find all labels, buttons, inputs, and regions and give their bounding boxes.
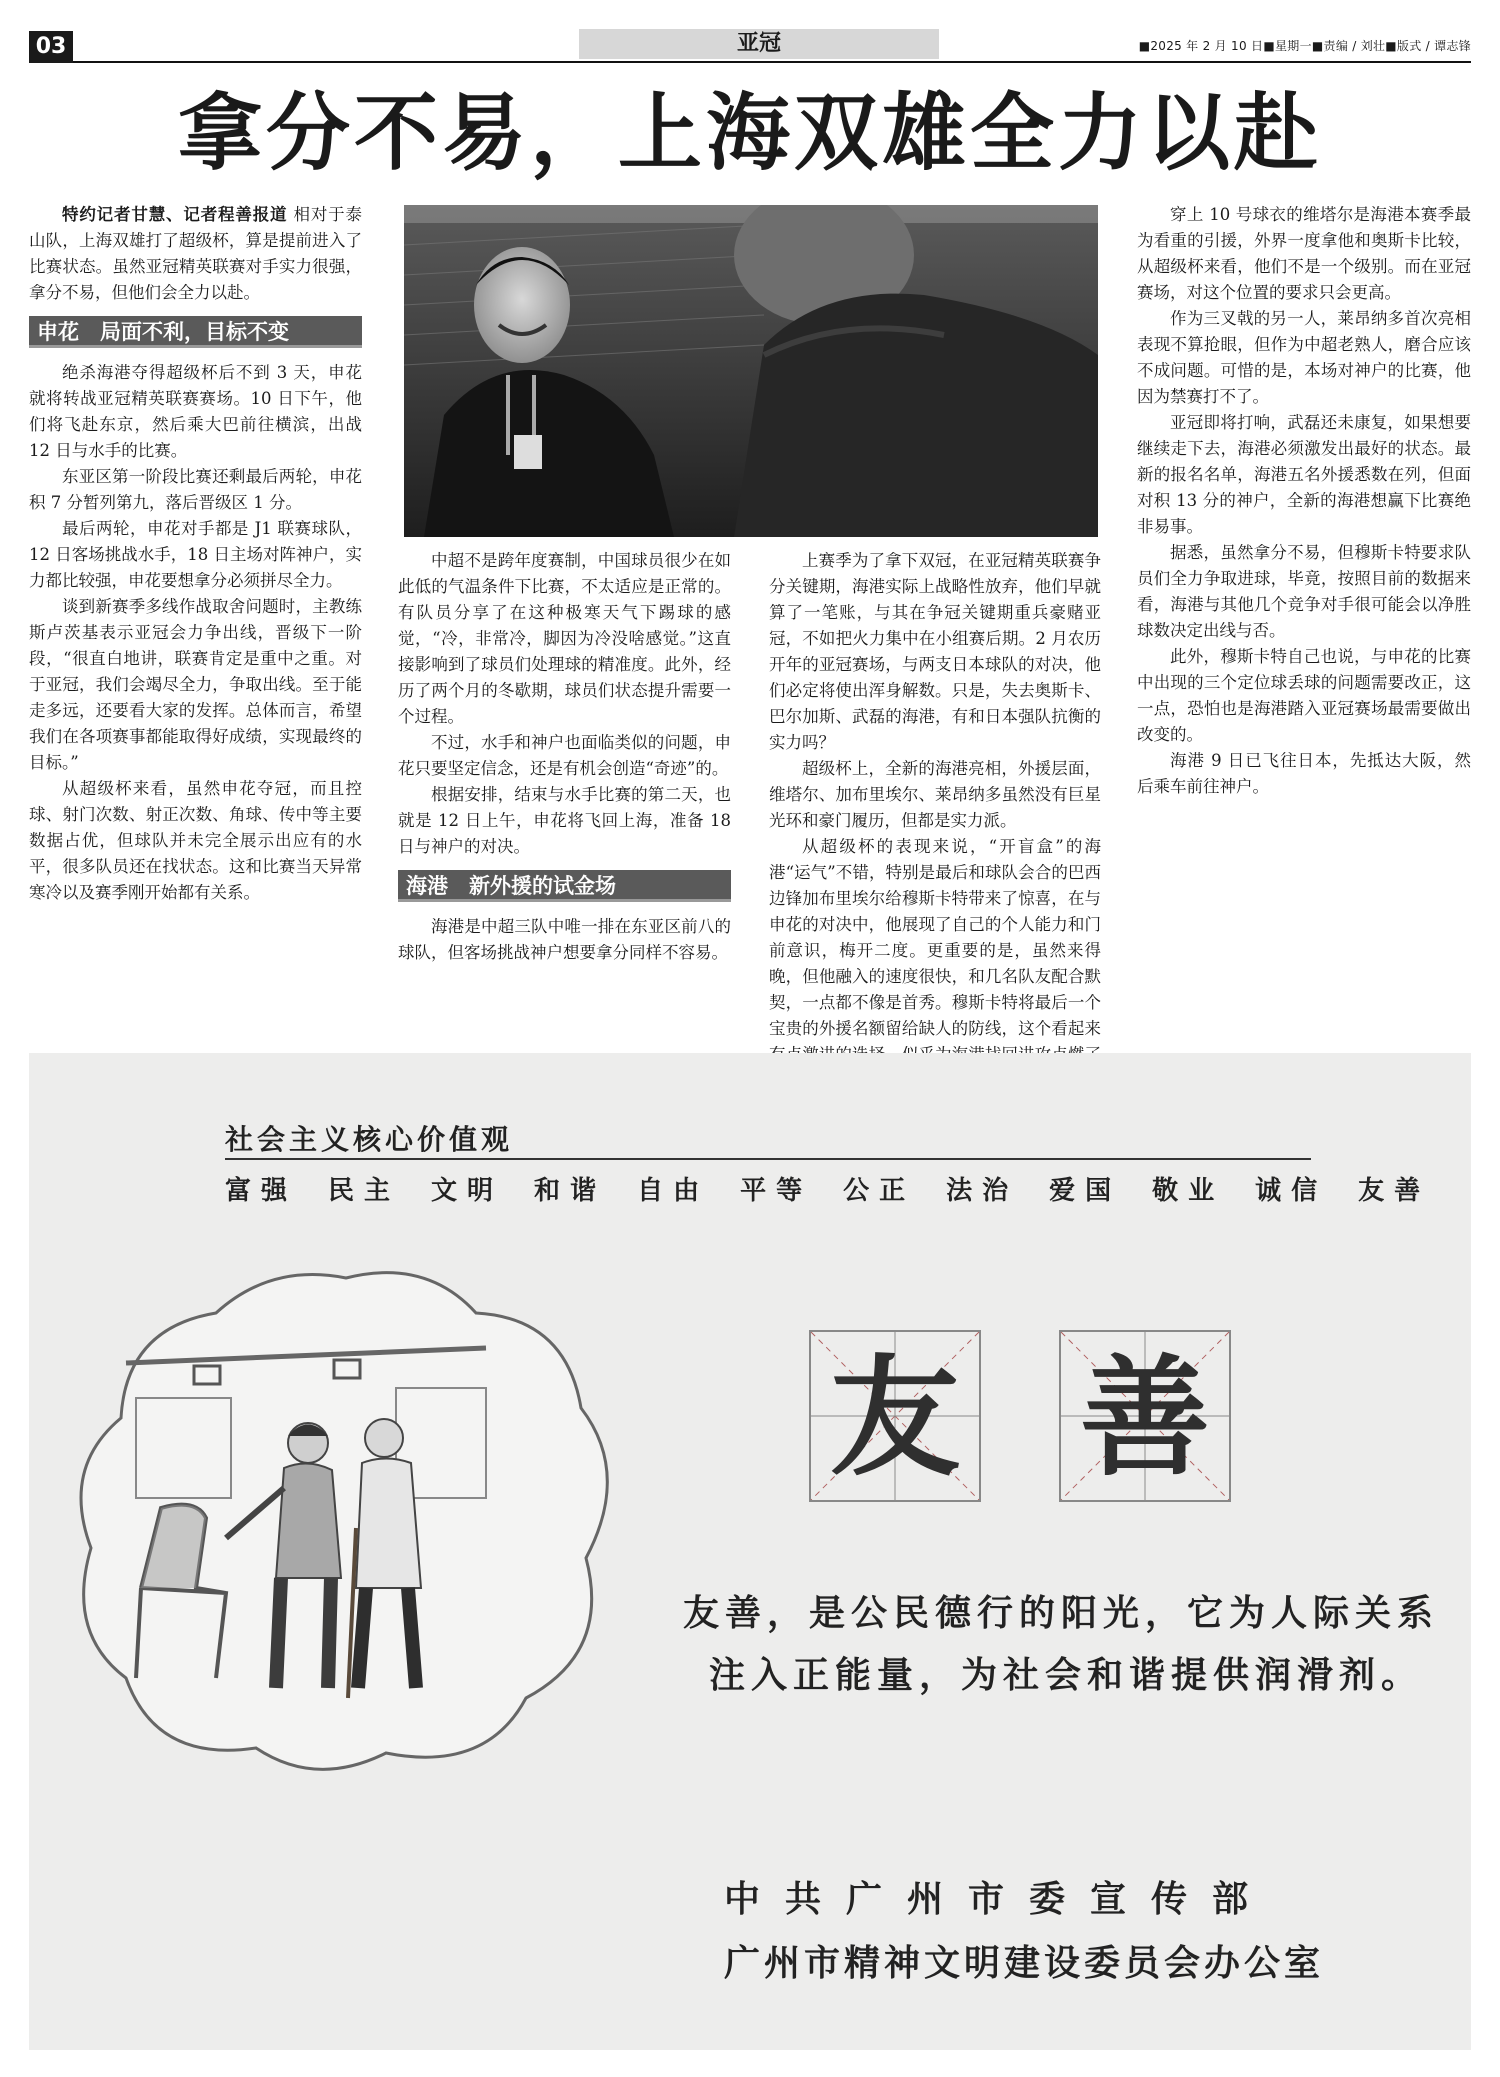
core-value: 敬业: [1152, 1176, 1225, 1206]
ad-organizations: [724, 1868, 1324, 1996]
paragraph: 中超不是跨年度赛制，中国球员很少在如此低的气温条件下比赛，不太适应是正常的。有队员分享了在这种极寒天气下踢球的感觉，“冷，非常冷，脚因为冷没啥感觉。”这直接影响到了球员们处理球的精准度。此外，经历了两个月的冬歇期，球员们状态提升需要一个过程。: [398, 551, 731, 726]
paragraph: 绝杀海港夺得超级杯后不到 3 天，申花就将转战亚冠精英联赛赛场。10 日下午，他们将飞赴东京，然后乘大巴前往横滨，出战 12 日与水手的比赛。: [29, 363, 362, 460]
dateline: ■2025 年 2 月 10 日■星期一■责编 / 刘壮■版式 / 谭志锋: [1138, 39, 1471, 53]
illustration-offering-seat: [66, 1258, 626, 1778]
core-value: 和谐: [534, 1176, 607, 1206]
ad-org-line-2: 广州市精神文明建设委员会办公室: [724, 1943, 1325, 1984]
core-value: 友善: [1358, 1176, 1431, 1206]
headline: 拿分不易，上海双雄全力以赴: [177, 83, 1322, 182]
paragraph: 从超级杯的表现来说，“开盲盒”的海港“运气”不错，特别是最后和球队会合的巴西边锋加布里埃尔给穆斯卡特带来了惊喜，在与申花的对决中，他展现了自己的个人能力和门前意识，梅开二度。更重要的是，虽然来得晚，但他融入的速度很快，和几名队友配合默契，一点都不像是首秀。穆斯卡特将最后一个宝贵的外援名额留给缺人的防线，这个看起来: [769, 837, 1101, 1038]
article-byline: 特约记者甘慧、记者程善报道: [62, 205, 288, 224]
ad-slogan: [683, 1583, 1439, 1707]
paragraph: 东亚区第一阶段比赛还剩最后两轮，申花积 7 分暂列第九，落后晋级区 1 分。: [29, 467, 362, 512]
paragraph: 海港是中超三队中唯一排在东亚区前八的球队，但客场挑战神户想要拿分同样不容易。: [398, 917, 731, 962]
public-service-ad: [29, 1053, 1471, 2050]
core-value: 平等: [740, 1176, 813, 1206]
page-number: 03: [29, 31, 73, 63]
article-photo: [404, 205, 1098, 537]
paragraph: 从超级杯来看，虽然申花夺冠，而且控球、射门次数、射正次数、角球、传中等主要数据占优，但球队并未完全展示出应有的水平，很多队员还在找状态。这和比赛当天异常寒冷以及赛季刚开始都有关系。: [29, 779, 362, 902]
paragraph: 亚冠即将打响，武磊还未康复，如果想要继续走下去，海港必须激发出最好的状态。最新的报名名单，海港五名外援悉数在列，但面对积 13 分的神户，全新的海港想赢下比赛绝非易事。: [1137, 413, 1471, 536]
ad-title: 社会主义核心价值观: [225, 1123, 514, 1156]
calligraphy-box-you: [809, 1330, 981, 1502]
paragraph: 超级杯上，全新的海港亮相，外援层面，维塔尔、加布里埃尔、莱昂纳多虽然没有巨星光环和豪门履历，但都是实力派。: [769, 759, 1101, 830]
core-value: 文明: [431, 1176, 504, 1206]
paragraph: 据悉，虽然拿分不易，但穆斯卡特要求队员们全力争取进球，毕竟，按照目前的数据来看，海港与其他几个竞争对手很可能会以净胜球数决定出线与否。: [1137, 543, 1471, 640]
core-value: 富强: [225, 1176, 298, 1206]
photo-coach-handshake: [404, 205, 1098, 537]
calligraphy-box-shan: [1059, 1330, 1231, 1502]
article-lead: [29, 202, 362, 306]
ad-divider: [225, 1158, 1311, 1160]
paragraph: 谈到新赛季多线作战取舍问题时，主教练斯卢茨基表示亚冠会力争出线，晋级下一阶段，“很直白地讲，联赛肯定是重中之重。对于亚冠，我们会竭尽全力，争取出线。至于能走多远，还要看大家的发挥。总体而言，希望我们在各项赛事都能取得好成绩，实现最终的目标。”: [29, 597, 362, 772]
calligraphy-char-shan: 善: [1079, 1341, 1210, 1494]
page-header: [29, 27, 1471, 63]
core-value: 公正: [843, 1176, 916, 1206]
ad-slogan-line-1: 友善，是公民德行的阳光，它为人际关系: [683, 1593, 1440, 1634]
paragraph: 上赛季为了拿下双冠，在亚冠精英联赛争分关键期，海港实际上战略性放弃，他们早就算了一笔账，与其在争冠关键期重兵豪赌亚冠，不如把火力集中在小组赛后期。2 月农历开年的亚冠赛场，与两支日本球队的对决，他们必定将使出浑身解数。只是，失去奥斯卡、巴尔加斯、武磊的海港，有和日本强队抗衡的实力吗？: [769, 551, 1101, 752]
article-column-3: [769, 548, 1101, 1094]
ad-slogan-line-2: 注入正能量，为社会和谐提供润滑剂。: [709, 1655, 1424, 1696]
calligraphy-char-you: 友: [829, 1341, 960, 1494]
core-value: 民主: [328, 1176, 401, 1206]
paragraph: 不过，水手和神户也面临类似的问题，申花只要坚定信念，还是有机会创造“奇迹”的。: [398, 733, 731, 778]
paragraph: 海港 9 日已飞往日本，先抵达大阪，然后乘车前往神户。: [1137, 751, 1471, 796]
subhead-shenhua: 申花 局面不利，目标不变: [29, 316, 362, 348]
article-column-4: [1137, 202, 1471, 800]
core-value: 诚信: [1255, 1176, 1328, 1206]
paragraph: 此外，穆斯卡特自己也说，与申花的比赛中出现的三个定位球丢球的问题需要改正，这一点，恐怕也是海港踏入亚冠赛场最需要做出改变的。: [1137, 647, 1471, 744]
paragraph: 根据安排，结束与水手比赛的第二天，也就是 12 日上午，申花将飞回上海，准备 18 日与神户的对决。: [398, 785, 731, 856]
section-name: 亚冠: [579, 29, 939, 59]
core-value: 爱国: [1049, 1176, 1122, 1206]
paragraph: 穿上 10 号球衣的维塔尔是海港本赛季最为看重的引援，外界一度拿他和奥斯卡比较，从超级杯来看，他们不是一个级别。而在亚冠赛场，对这个位置的要求只会更高。: [1137, 205, 1471, 302]
paragraph: 作为三叉戟的另一人，莱昂纳多首次亮相表现不算抢眼，但作为中超老熟人，磨合应该不成问题。可惜的是，本场对神户的比赛，他因为禁赛打不了。: [1137, 309, 1471, 406]
subhead-haigang: 海港 新外援的试金场: [398, 870, 731, 902]
article-lead-text: 相对于泰山队，上海双雄打了超级杯，算是提前进入了比赛状态。虽然亚冠精英联赛对手实力很强，拿分不易，但他们会全力以赴。: [29, 205, 363, 302]
article-column-2: [398, 548, 731, 966]
article-column-1: [29, 202, 362, 906]
ad-org-line-1: 中共广州市委宣传部: [724, 1879, 1274, 1920]
paragraph: 最后两轮，申花对手都是 J1 联赛球队，12 日客场挑战水手，18 日主场对阵神户，实力都比较强，申花要想拿分必须拼尽全力。: [29, 519, 362, 590]
core-value: 法治: [946, 1176, 1019, 1206]
core-values-list: [225, 1170, 1430, 1207]
core-value: 自由: [637, 1176, 710, 1206]
